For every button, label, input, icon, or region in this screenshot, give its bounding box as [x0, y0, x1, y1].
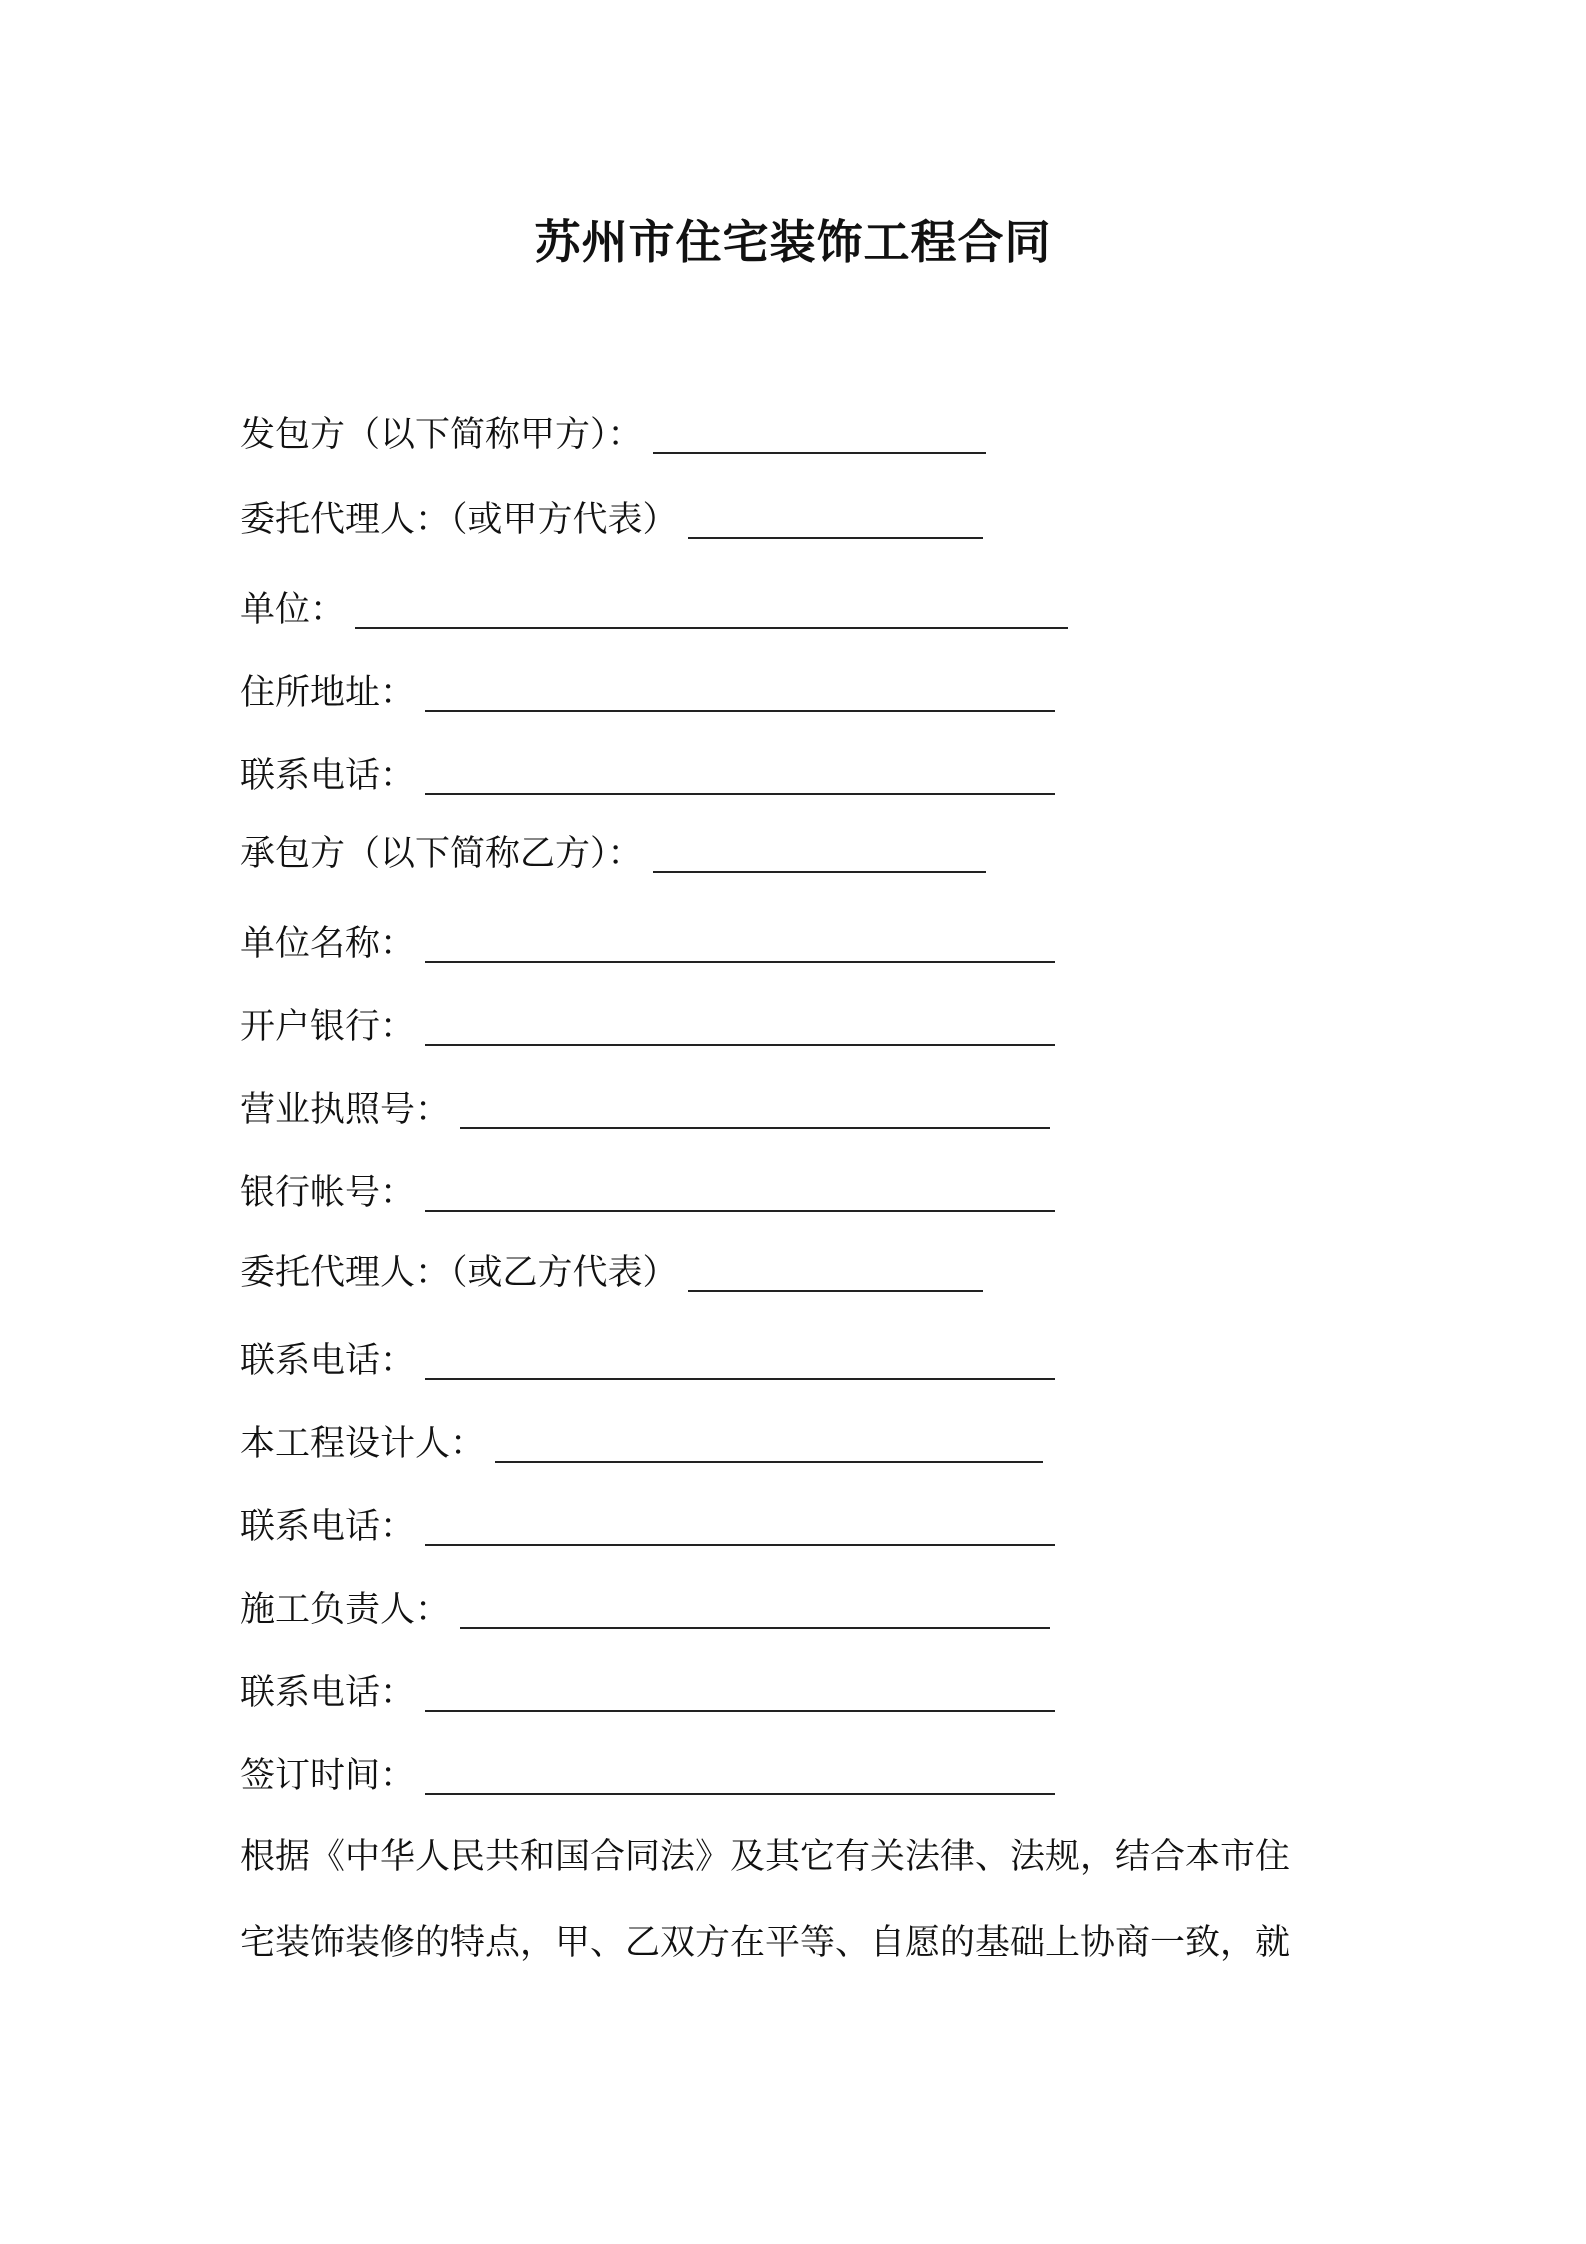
field-phone-a [240, 751, 1055, 801]
field-label: 单位名称： [240, 924, 416, 964]
field-label: 签订时间： [240, 1756, 416, 1796]
field-label: 施工负责人： [240, 1590, 451, 1630]
field-bank-account [240, 1168, 1055, 1218]
fill-blank[interactable] [425, 1759, 1055, 1795]
field-label: 联系电话： [240, 1507, 416, 1547]
field-construction-lead [240, 1585, 1050, 1635]
fill-blank[interactable] [425, 676, 1055, 712]
field-label: 联系电话： [240, 1673, 416, 1713]
field-designer [240, 1419, 1043, 1469]
field-unit [240, 585, 1068, 635]
fill-blank[interactable] [653, 837, 986, 873]
fill-blank[interactable] [425, 927, 1055, 963]
fill-blank[interactable] [460, 1093, 1050, 1129]
fill-blank[interactable] [425, 1510, 1055, 1546]
fill-blank[interactable] [688, 503, 983, 539]
field-label: 委托代理人：（或乙方代表） [240, 1253, 678, 1293]
field-company-name [240, 919, 1055, 969]
fill-blank[interactable] [425, 1344, 1055, 1380]
field-label: 住所地址： [240, 673, 416, 713]
field-phone-designer [240, 1502, 1055, 1552]
field-label: 营业执照号： [240, 1090, 451, 1130]
body-paragraph-line: 宅装饰装修的特点，甲、乙双方在平等、自愿的基础上协商一致，就 [240, 1923, 1291, 1963]
field-party-a [240, 410, 986, 460]
fill-blank[interactable] [495, 1427, 1043, 1463]
field-sign-date [240, 1751, 1055, 1801]
field-label: 发包方（以下简称甲方）： [240, 415, 643, 455]
field-bank [240, 1002, 1055, 1052]
field-label: 委托代理人：（或甲方代表） [240, 500, 678, 540]
fill-blank[interactable] [688, 1256, 983, 1292]
fill-blank[interactable] [460, 1593, 1050, 1629]
field-label: 开户银行： [240, 1007, 416, 1047]
body-paragraph-line: 根据《中华人民共和国合同法》及其它有关法律、法规，结合本市住 [240, 1837, 1291, 1877]
field-address [240, 668, 1055, 718]
fill-blank[interactable] [425, 1176, 1055, 1212]
fill-blank[interactable] [425, 759, 1055, 795]
field-phone-b [240, 1336, 1055, 1386]
field-party-a-agent [240, 495, 983, 545]
field-license-no [240, 1085, 1050, 1135]
field-label: 单位： [240, 590, 346, 630]
field-label: 本工程设计人： [240, 1424, 486, 1464]
field-label: 联系电话： [240, 756, 416, 796]
field-label: 承包方（以下简称乙方）： [240, 834, 643, 874]
field-label: 银行帐号： [240, 1173, 416, 1213]
field-label: 联系电话： [240, 1341, 416, 1381]
field-phone-lead [240, 1668, 1055, 1718]
field-party-b-agent [240, 1248, 983, 1298]
fill-blank[interactable] [355, 593, 1068, 629]
fill-blank[interactable] [425, 1010, 1055, 1046]
fill-blank[interactable] [653, 418, 986, 454]
fill-blank[interactable] [425, 1676, 1055, 1712]
field-party-b [240, 829, 986, 879]
document-title: 苏州市住宅装饰工程合同 [534, 215, 1052, 269]
